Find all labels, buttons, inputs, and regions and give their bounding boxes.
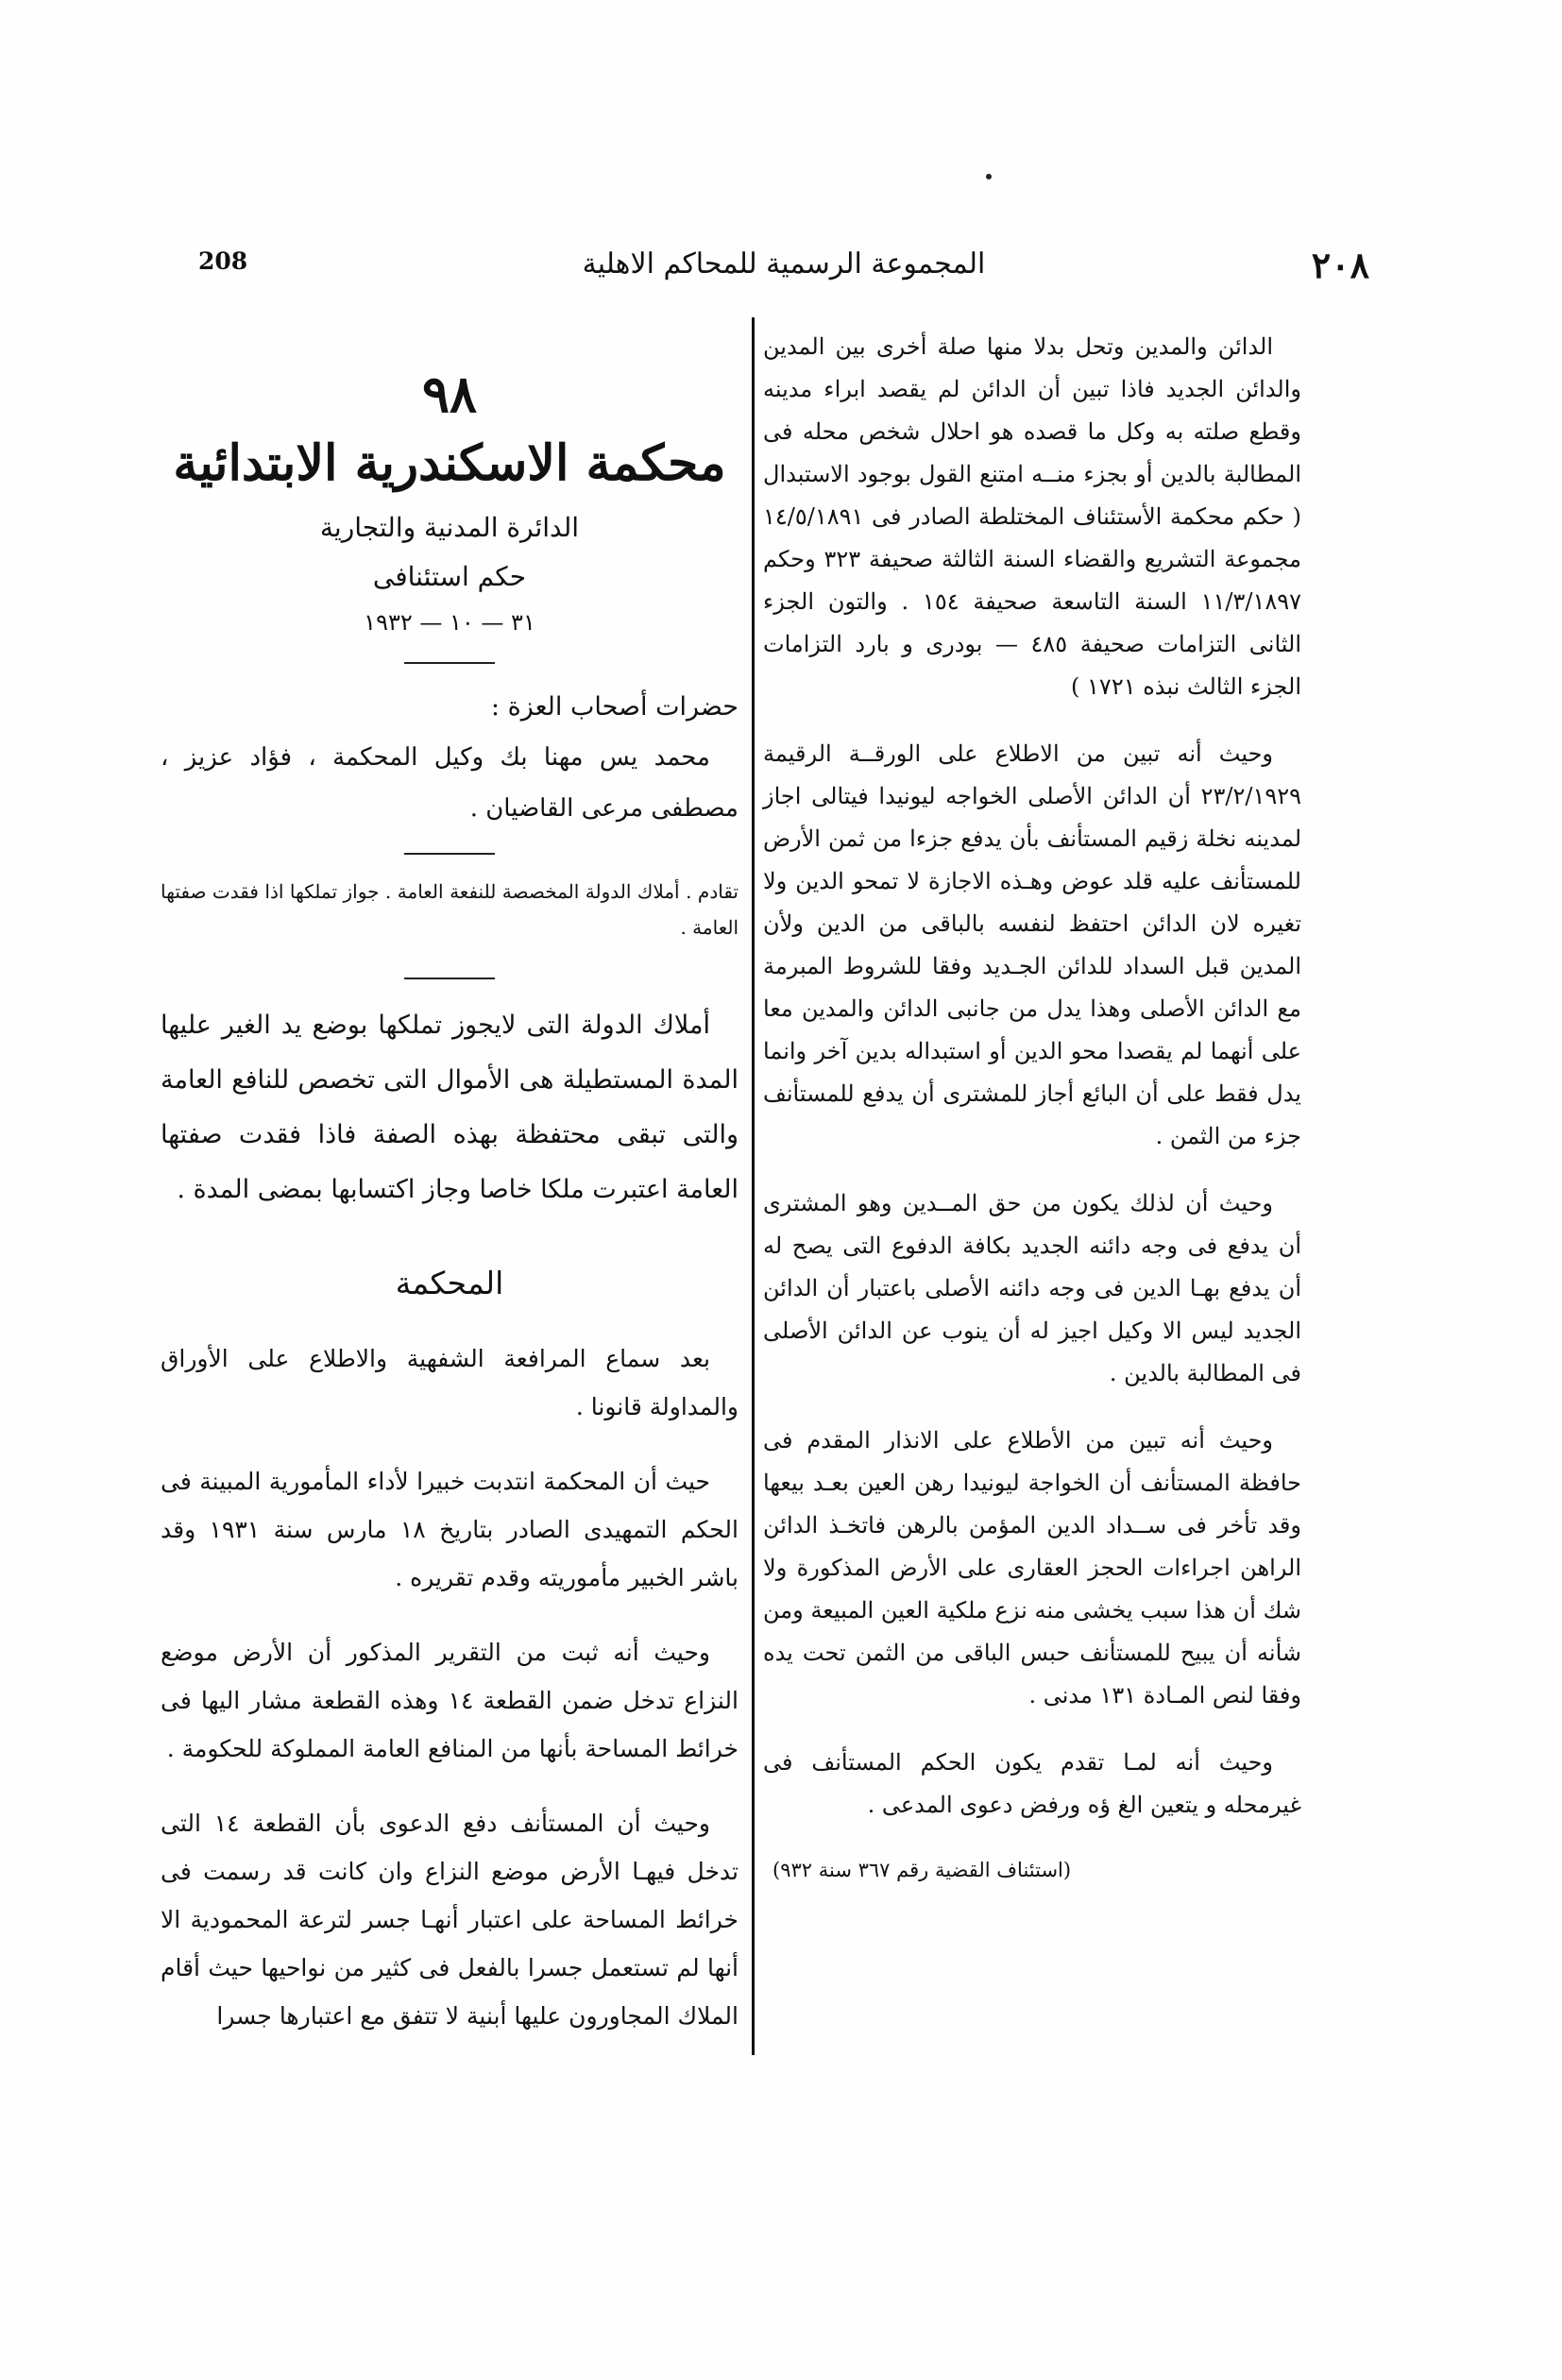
court-circuit: الدائرة المدنية والتجارية [319, 512, 580, 543]
paragraph: حيث أن المحكمة انتدبت خبيرا لأداء المأمورية المبينة فى الحكم التمهيدى الصادر بتاريخ ١٨ مارس سنة ١٩٣١ وقد باشر الخبير مأموريته وقدم تقريره . [161, 1468, 739, 1591]
bench-members: محمد يس مهنا بك وكيل المحكمة ، فؤاد عزيز ، مصطفى مرعى القاضيان . [161, 743, 739, 823]
court-name: محكمة الاسكندرية الابتدائية [173, 434, 726, 492]
headnote-summary: تقادم . أملاك الدولة المخصصة للنفعة العامة . جواز تملكها اذا فقدت صفتها العامة . [161, 880, 739, 939]
paragraph: وحيث أنه تبين من الأطلاع على الانذار المقدم فى حافظة المستأنف أن الخواجة ليونيدا رهن العين بعـد بيعها وقد تأخر فى ســداد الدين المؤمن بالرهن فاتخـذ الدائن الراهن اجراءات الحجز العقارى على الأرض المذكورة ولا شك أن هذا سبب يخشى منه نزع ملكية العين المبيعة ومن شأنه أن يبيح للمستأنف حبس الباقى من الثمن تحت يده وفقا لنص المـادة ١٣١ مدنى . [763, 1427, 1301, 1708]
case-citation: (استئناف القضية رقم ٣٦٧ سنة ٩٣٢) [773, 1859, 1072, 1881]
right-column [763, 326, 1301, 1889]
paragraph: الدائن والمدين وتحل بدلا منها صلة أخرى بين المدين والدائن الجديد فاذا تبين أن الدائن لم يقصد ابراء مدينه وقطع صلته به وكل ما قصده هو احلال شخص محله فى المطالبة بالدين أو بجزء منــه امتنع القول بوجود الاستبدال ( حكم محكمة الأستئناف المختلطة الصادر فى ١٤/٥/١٨٩١ مجموعة التشريع والقضاء السنة الثالثة صحيفة ٣٢٣ وحكم ١١/٣/١٨٩٧ السنة التاسعة صحيفة ١٥٤ . والتون الجزء الثانى التزامات صحيفة ٤٨٥ — بودرى و بارد التزامات الجزء الثالث نبذه ١٧٢١ ) [763, 333, 1302, 700]
running-title: المجموعة الرسمية للمحاكم الاهلية [582, 247, 986, 280]
page-number-latin: 208 [198, 247, 248, 275]
bench-heading: حضرات أصحاب العزة : [490, 692, 739, 722]
section-title: المحكمة [395, 1265, 504, 1301]
page-number-arabic: ٢٠٨ [1311, 244, 1369, 286]
paragraph: وحيث أن المستأنف دفع الدعوى بأن القطعة ١٤ التى تدخل فيهـا الأرض موضع النزاع وان كانت قد رسمت فى خرائط المساحة على اعتبار أنهـا جسر لترعة المحمودية الا أنها لم تستعمل جسرا بالفعل فى كثير من نواحيها حيث أقام الملاك المجاورون عليها أبنية لا تتفق مع اعتبارها جسرا [161, 1810, 739, 2030]
judgment-date: ٣١ — ١٠ — ١٩٣٢ [364, 609, 535, 636]
separator-rule [404, 662, 495, 664]
paragraph: بعد سماع المرافعة الشفهية والاطلاع على الأوراق والمداولة قانونا . [161, 1345, 739, 1420]
running-header [198, 244, 1369, 304]
paragraph: وحيث أنه تبين من الاطلاع على الورقــة الرقيمة ٢٣/٢/١٩٢٩ أن الدائن الأصلى الخواجه ليونيدا فيتالى اجاز لمدينه نخلة زقيم المستأنف بأن يدفع جزءا من ثمن الأرض للمستأنف عليه قلد عوض وهـذه الاجازة لا تمحو الدين ولا تغيره لان الدائن احتفظ لنفسه بالباقى من الدين ولأن المدين قبل السداد للدائن الجـديد وفقا للشروط المبرمة مع الدائن الأصلى وهذا يدل من جانبى الدائن والمدين معا على أنهما لم يقصدا محو الدين أو استبداله بدين آخر وانما يدل فقط على أن البائع أجاز للمشترى أن يدفع للمستأنف جزء من الثمن . [763, 740, 1301, 1149]
paragraph: وحيث أنه ثبت من التقرير المذكور أن الأرض موضع النزاع تدخل ضمن القطعة ١٤ وهذه القطعة مشار اليها فى خرائط المساحة بأنها من المنافع العامة المملوكة للحكومة . [161, 1639, 739, 1762]
paragraph: وحيث أن لذلك يكون من حق المــدين وهو المشترى أن يدفع فى وجه دائنه الجديد بكافة الدفوع التى يصح له أن يدفع بهـا الدين فى وجه دائنه الأصلى باعتبار أن الدائن الجديد ليس الا وكيل اجيز له أن ينوب عن الدائن الأصلى فى المطالبة بالدين . [763, 1190, 1301, 1386]
legal-principle: أملاك الدولة التى لايجوز تملكها بوضع يد الغير عليها المدة المستطيلة هى الأموال التى تخصص للنافع العامة والتى تبقى محتفظة بهذه الصفة فاذا فقدت صفتها العامة اعتبرت ملكا خاصا وجاز اكتسابها بمضى المدة . [161, 1011, 739, 1204]
paragraph: وحيث أنه لمـا تقدم يكون الحكم المستأنف فى غيرمحله و يتعين الغ ؤه ورفض دعوى المدعى . [763, 1749, 1301, 1818]
judgment-type: حكم استئنافى [372, 561, 527, 592]
separator-rule [404, 853, 495, 855]
ink-dot [986, 174, 992, 179]
case-number: ٩٨ [421, 364, 477, 424]
column-divider [752, 317, 755, 2055]
left-column [161, 326, 739, 2040]
separator-rule [404, 978, 495, 979]
